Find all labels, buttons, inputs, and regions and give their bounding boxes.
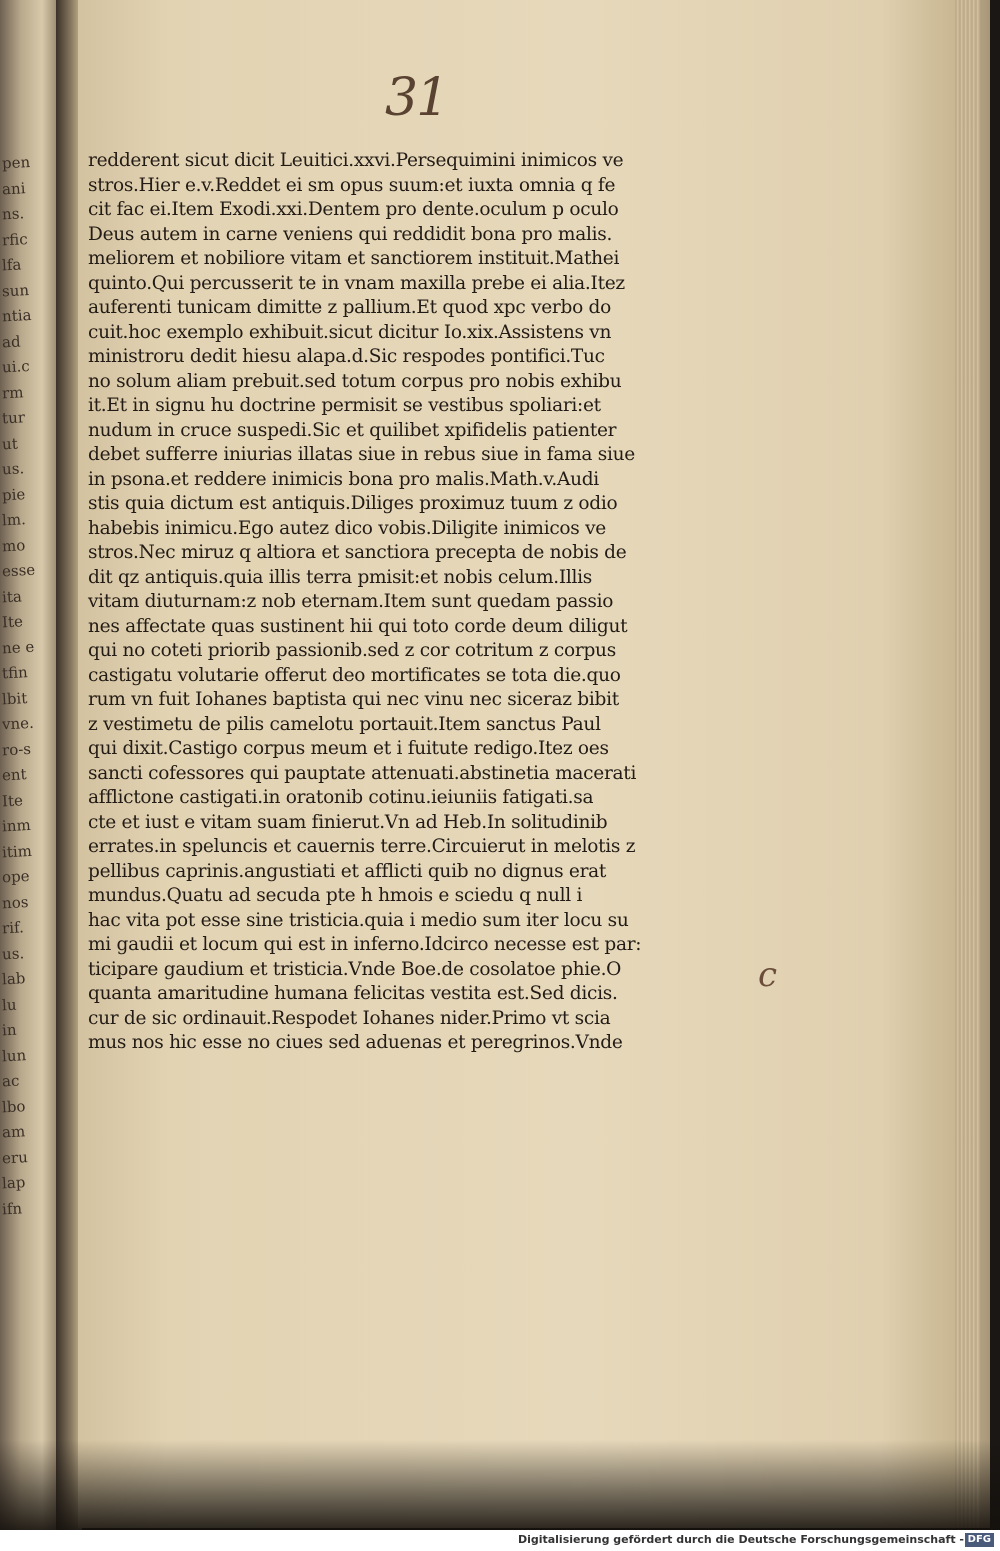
bottom-shadow <box>0 1440 1000 1530</box>
text-line: it.Et in signu hu doctrine permisit se vestibus spoliari:et <box>88 394 601 416</box>
text-line: hac vita pot esse sine tristicia.quia i medio sum iter locu su <box>88 908 629 931</box>
left-page-fragment: ad <box>1 331 22 351</box>
text-line: in psona.et reddere inimicis bona pro malis.Math.v.Audi <box>88 467 599 490</box>
left-page-fragment: rif. <box>1 918 25 938</box>
text-line: pellibus caprinis.angustiati et afflicti quib no dignus erat <box>88 859 607 882</box>
left-page-fragment: ani <box>1 178 26 198</box>
left-page-fragment: rfic <box>1 229 29 249</box>
left-page-fragment: lab <box>1 969 26 989</box>
left-page-fragment: ne e <box>1 637 35 657</box>
left-page-fragment: Ite <box>1 790 24 810</box>
text-line: qui no coteti priorib passionib.sed z cor cotritum z corpus <box>88 639 616 661</box>
text-line: Deus autem in carne veniens qui reddidit bona pro malis. <box>88 222 613 245</box>
left-page-fragment: Ite <box>1 612 24 632</box>
left-page-fragment: us. <box>1 459 25 479</box>
left-page-fragment: ac <box>1 1071 20 1091</box>
text-line: redderent sicut dicit Leuitici.xxvi.Persequimini inimicos ve <box>88 149 624 171</box>
left-page-fragment: ut <box>1 434 19 453</box>
left-page-fragment: lu <box>1 995 17 1014</box>
left-page-fragment: lm. <box>1 510 27 530</box>
left-page-fragment: lap <box>1 1173 26 1193</box>
text-line: cte et iust e vitam suam finierut.Vn ad Heb.In solitudinib <box>88 810 608 833</box>
text-line: dit qz antiquis.quia illis terra pmisit:et nobis celum.Illis <box>88 565 593 588</box>
left-page-fragment: lbo <box>1 1096 26 1116</box>
text-line: sancti cofessores qui pauptate attenuati.abstinetia macerati <box>88 761 637 784</box>
text-line: quanta amaritudine humana felicitas vestita est.Sed dicis. <box>88 982 618 1004</box>
text-line: mus nos hic esse no ciues sed aduenas et peregrinos.Vnde <box>88 1031 623 1053</box>
left-page-fragment: sun <box>1 280 30 300</box>
left-page-fragment: inm <box>1 815 32 836</box>
left-page-fragment: am <box>1 1122 26 1142</box>
text-line: castigatu volutarie offerut deo mortificates se tota die.quo <box>88 663 621 686</box>
footer-credit: Digitalisierung gefördert durch die Deutsche Forschungsgemeinschaft - <box>517 1533 964 1546</box>
text-line: stros.Hier e.v.Reddet ei sm opus suum:et iuxta omnia q fe <box>88 173 616 196</box>
left-page-fragment: itim <box>1 841 33 861</box>
left-page-fragment: esse <box>1 560 36 581</box>
text-line: ticipare gaudium et tristicia.Vnde Boe.de cosolatoe phie.O <box>88 957 622 980</box>
page-edges <box>954 0 980 1528</box>
left-page-fragment: nos <box>1 892 29 912</box>
dfg-logo: DFG <box>965 1533 994 1547</box>
text-line: rum vn fuit Iohanes baptista qui nec vinu nec siceraz bibit <box>88 688 619 710</box>
text-line: cit fac ei.Item Exodi.xxi.Dentem pro dente.oculum p oculo <box>88 198 619 220</box>
margin-mark: c <box>758 955 778 995</box>
left-page-fragment: pen <box>1 152 31 173</box>
text-line: cur de sic ordinauit.Respodet Iohanes nider.Primo vt scia <box>88 1006 611 1029</box>
text-block <box>88 148 708 1055</box>
left-page-fragment: mo <box>1 535 26 555</box>
text-line: afflictone castigati.in oratonib cotinu.ieiuniis fatigati.sa <box>88 786 594 808</box>
text-line: stis quia dictum est antiquis.Diliges proximuz tuum z odio <box>88 492 618 514</box>
left-page-fragment: eru <box>1 1147 29 1167</box>
text-line: vitam diuturnam:z nob eternam.Item sunt quedam passio <box>88 590 614 612</box>
text-line: nudum in cruce suspedi.Sic et quilibet xpifidelis patienter <box>88 418 617 441</box>
left-page-fragment: ns. <box>1 204 25 224</box>
text-line: nes affectate quas sustinent hii qui toto corde deum diligut <box>88 614 628 637</box>
text-line: stros.Nec miruz q altiora et sanctiora precepta de nobis de <box>88 541 627 563</box>
left-page-fragment: lbit <box>1 688 28 708</box>
left-page-fragment: pie <box>1 484 26 504</box>
left-page-fragment: us. <box>1 943 25 963</box>
left-page-fragment: tur <box>1 408 26 428</box>
left-page-fragment: ui.c <box>1 356 31 377</box>
text-line: quinto.Qui percusserit te in vnam maxilla prebe ei alia.Itez <box>88 271 625 294</box>
left-page-fragment: ntia <box>1 305 32 326</box>
left-page-fragment: ita <box>1 586 23 606</box>
left-page-fragment: lun <box>1 1045 27 1065</box>
left-page-fragment: ro-s <box>1 739 32 759</box>
text-line: no solum aliam prebuit.sed totum corpus pro nobis exhibu <box>88 369 622 392</box>
text-line: qui dixit.Castigo corpus meum et i fuitute redigo.Itez oes <box>88 737 609 759</box>
text-line: mundus.Quatu ad secuda pte h hmois e sciedu q null i <box>88 884 583 906</box>
text-line: mi gaudii et locum qui est in inferno.Idcirco necesse est par: <box>88 933 642 955</box>
left-page-fragment: ifn <box>1 1198 23 1218</box>
text-line: ministroru dedit hiesu alapa.d.Sic respodes pontifici.Tuc <box>88 345 605 367</box>
text-line: errates.in speluncis et cauernis terre.Circuierut in melotis z <box>88 835 636 857</box>
left-page-edge <box>0 0 60 1530</box>
left-page-fragment: lfa <box>1 255 22 275</box>
left-page-fragment: vne. <box>1 713 35 734</box>
text-line: meliorem et nobiliore vitam et sanctiorem instituit.Mathei <box>88 247 620 269</box>
left-page-fragment: rm <box>1 382 24 402</box>
text-line: auferenti tunicam dimitte z pallium.Et quod xpc verbo do <box>88 296 612 318</box>
left-page-fragment: ope <box>1 866 30 887</box>
text-line: z vestimetu de pilis camelotu portauit.Item sanctus Paul <box>88 712 601 735</box>
left-page-fragment: ent <box>1 765 28 785</box>
text-line: debet sufferre iniurias illatas siue in rebus siue in fama siue <box>88 443 635 465</box>
folio-number: 31 <box>385 68 448 128</box>
digitization-footer <box>0 1530 1000 1551</box>
left-page-fragment: in <box>1 1020 17 1040</box>
text-line: cuit.hoc exemplo exhibuit.sicut dicitur Io.xix.Assistens vn <box>88 320 612 343</box>
text-line: habebis inimicu.Ego autez dico vobis.Diligite inimicos ve <box>88 516 606 539</box>
left-page-fragment: tfin <box>1 663 29 683</box>
